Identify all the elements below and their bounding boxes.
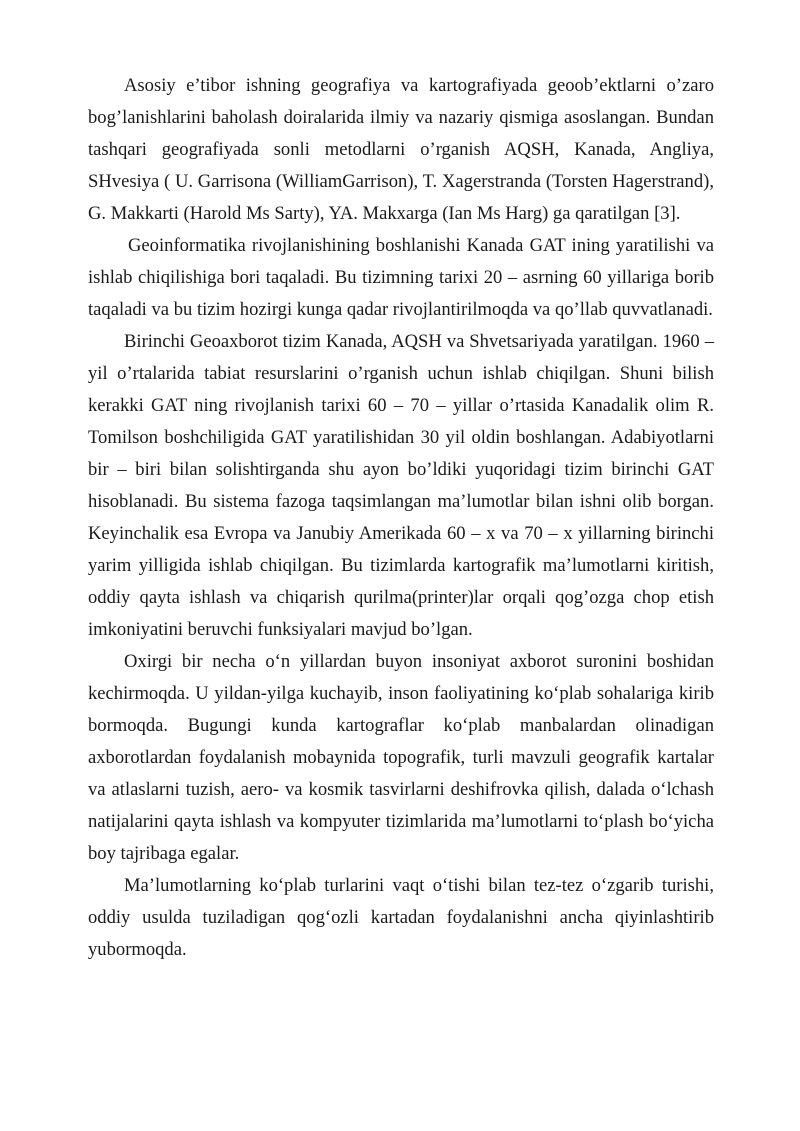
paragraph-4: Oxirgi bir necha o‘n yillardan buyon insoniyat axborot suronini boshidan kechirmoqda. U yildan-yilga kuchayib, inson faoliyatining ko‘plab sohalariga kirib bormoqda. Bugungi kunda kartograflar ko‘plab manbalardan olinadigan axborotlardan foydalanish mobaynida topografik, turli mavzuli geografik kartalar va atlaslarni tuzish, aero- va kosmik tasvirlarni deshifrovka qilish, dalada o‘lchash natijalarini qayta ishlash va kompyuter tizimlarida ma’lumotlarni to‘plash bo‘yicha boy tajribaga egalar. (88, 651, 714, 864)
paragraph-1: Asosiy e’tibor ishning geografiya va kartografiyada geoob’ektlarni o’zaro bog’lanishlarini baholash doiralarida ilmiy va nazariy qismiga asoslangan. Bundan tashqari geografiyada sonli metodlarni o’rganish AQSH, Kanada, Angliya, SHvesiya ( U. Garrisona (WilliamGarrison), T. Xagerstranda (Torsten Hagerstrand), G. Makkarti (Harold Ms Sarty), YA. Makxarga (Ian Ms Harg) ga qaratilgan [3]. (88, 75, 714, 224)
document-page (88, 70, 714, 966)
paragraph-2: Geoinformatika rivojlanishining boshlanishi Kanada GAT ining yaratilishi va ishlab chiqilishiga bori taqaladi. Bu tizimning tarixi 20 – asrning 60 yillariga borib taqaladi va bu tizim hozirgi kunga qadar rivojlantirilmoqda va qo’llab quvvatlanadi. (88, 235, 714, 320)
paragraph-3: Birinchi Geoaxborot tizim Kanada, AQSH va Shvetsariyada yaratilgan. 1960 – yil o’rtalarida tabiat resurslarini o’rganish uchun ishlab chiqilgan. Shuni bilish kerakki GAT ning rivojlanish tarixi 60 – 70 – yillar o’rtasida Kanadalik olim R. Tomilson boshchiligida GAT yaratilishidan 30 yil oldin boshlangan. Adabiyotlarni bir – biri bilan solishtirganda shu ayon bo’ldiki yuqoridagi tizim birinchi GAT hisoblanadi. Bu sistema fazoga taqsimlangan ma’lumotlar bilan ishni olib borgan. Keyinchalik esa Evropa va Janubiy Amerikada 60 – x va 70 – x yillarning birinchi yarim yilligida ishlab chiqilgan. Bu tizimlarda kartografik ma’lumotlarni kiritish, oddiy qayta ishlash va chiqarish qurilma(printer)lar orqali qog’ozga chop etish imkoniyatini beruvchi funksiyalari mavjud bo’lgan. (88, 331, 714, 640)
paragraph-5: Ma’lumotlarning ko‘plab turlarini vaqt o‘tishi bilan tez-tez o‘zgarib turishi, oddiy usulda tuziladigan qog‘ozli kartadan foydalanishni ancha qiyinlashtirib yubormoqda. (88, 875, 714, 960)
